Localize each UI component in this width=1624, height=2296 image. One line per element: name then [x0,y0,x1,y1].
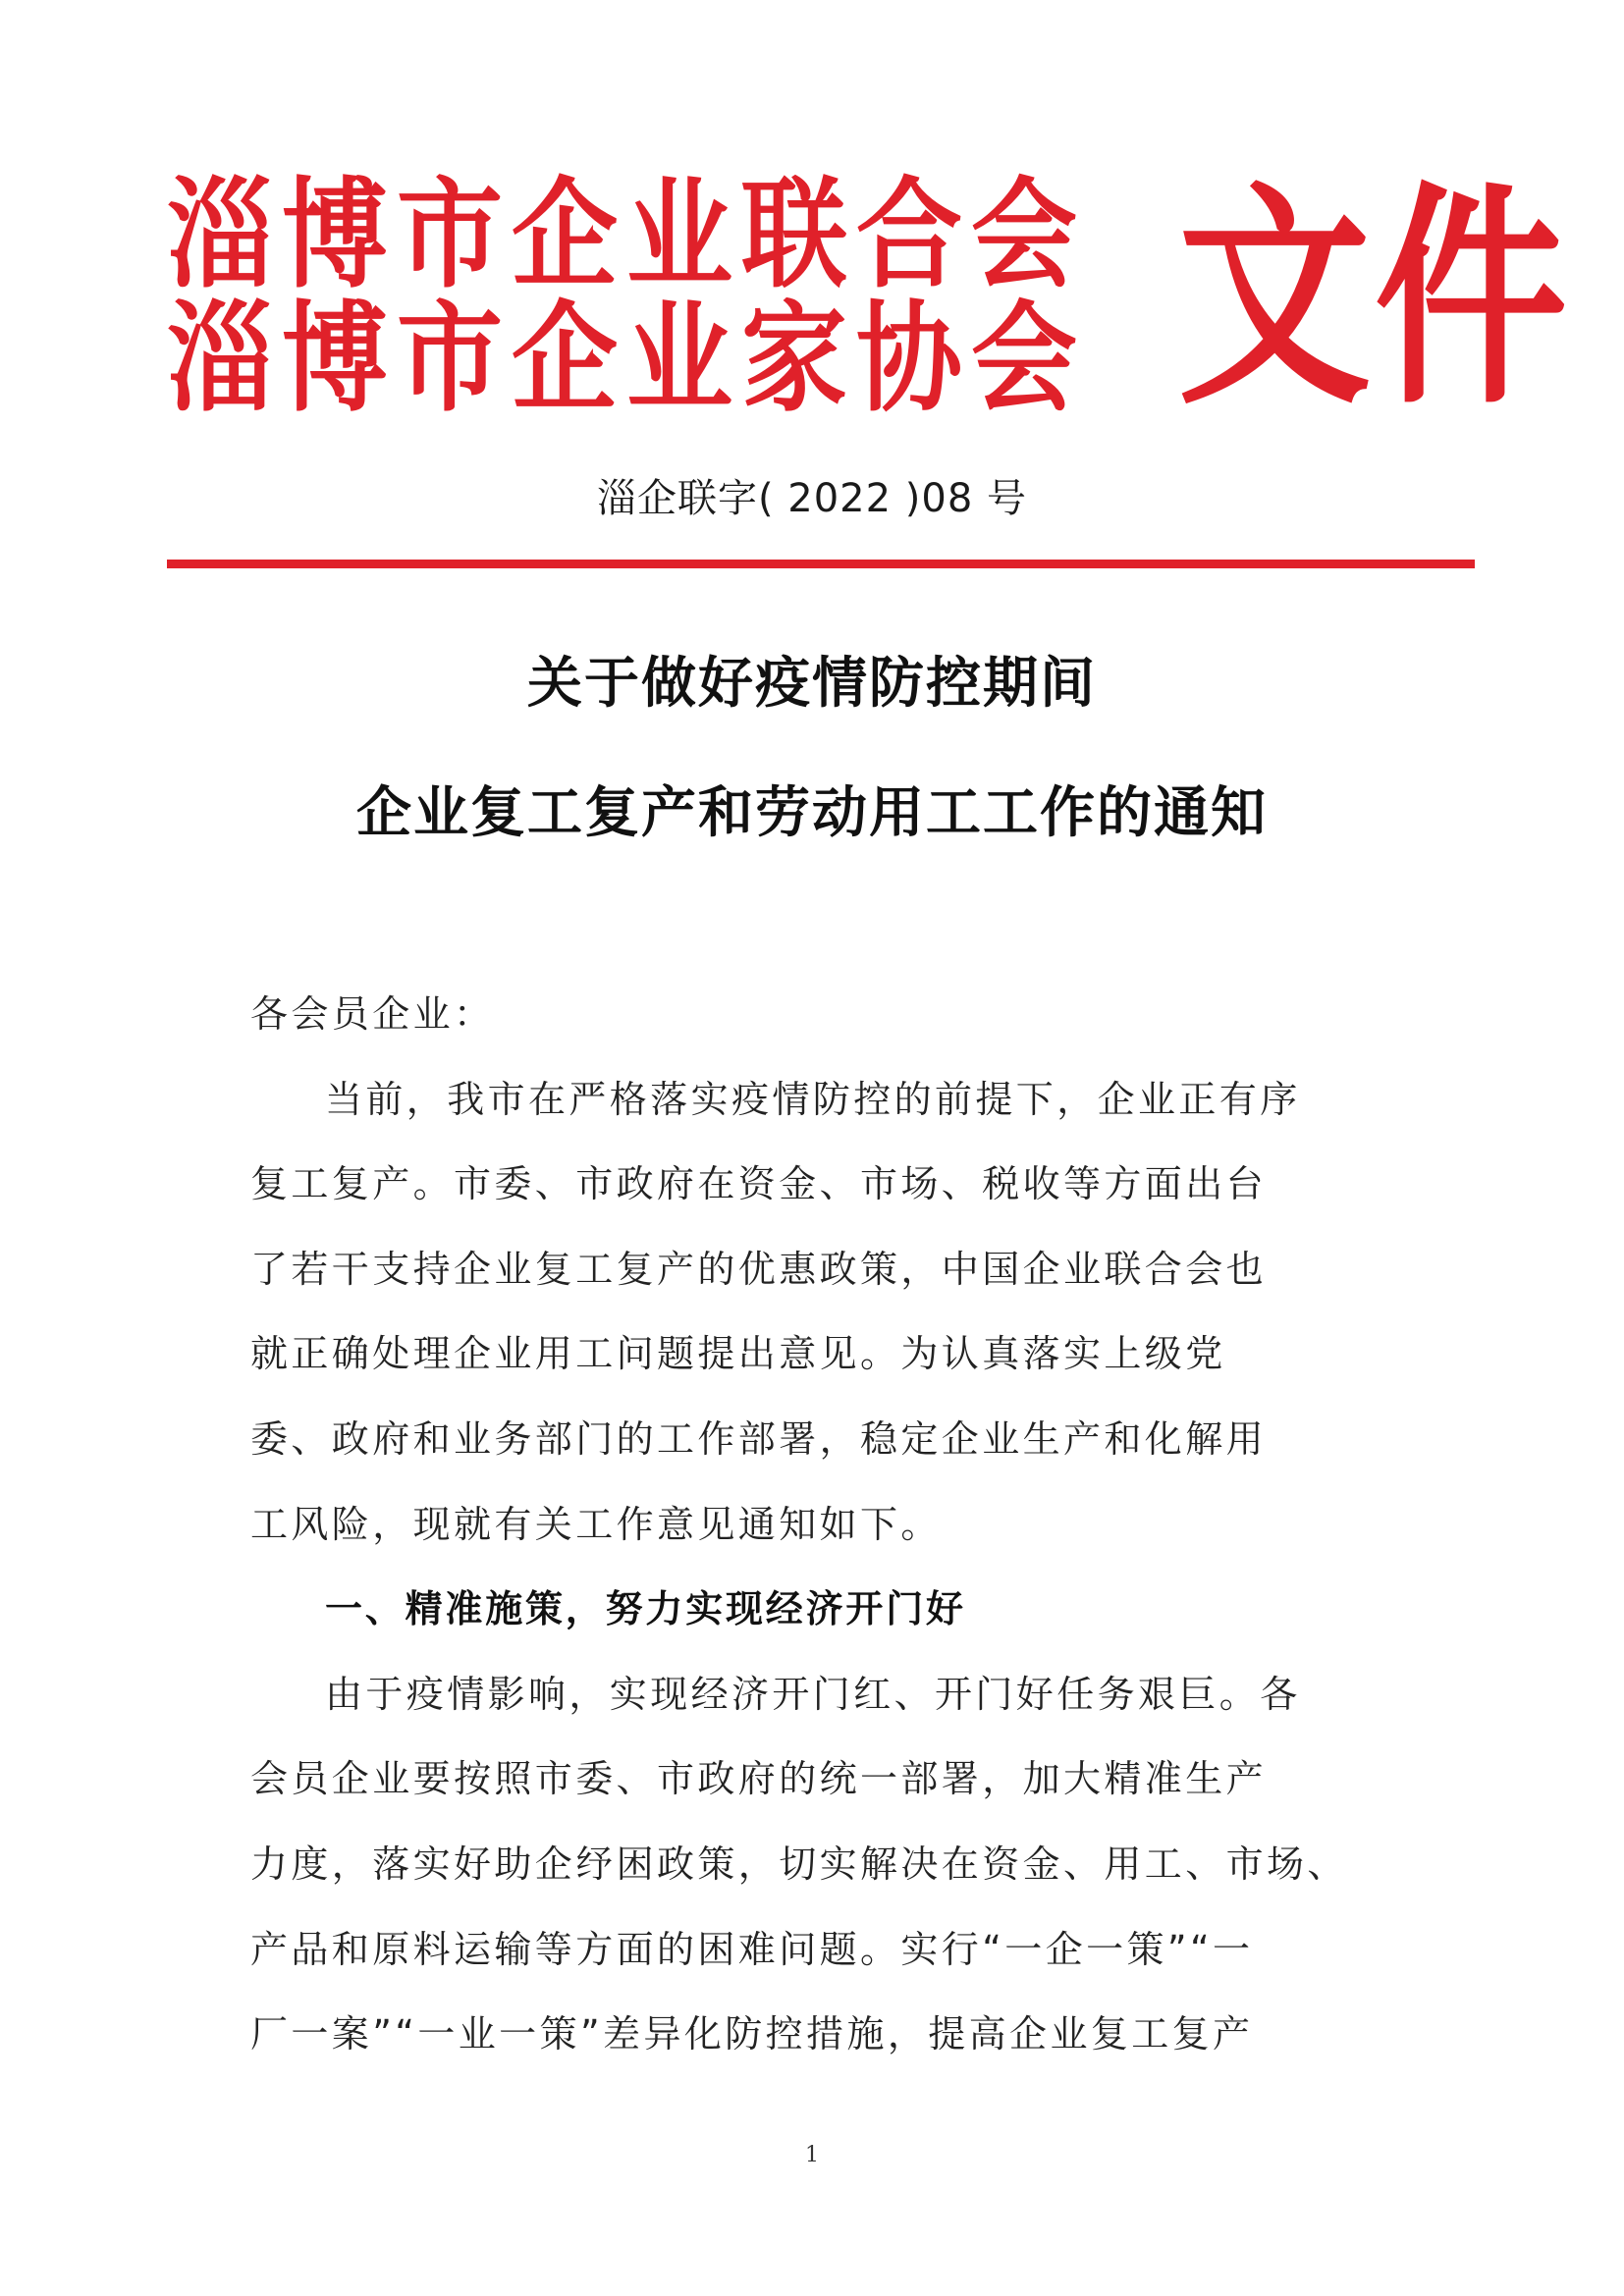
body-line: 力度，落实好助企纾困政策，切实解决在资金、用工、市场、 [250,1842,1348,1886]
masthead-org-line-2: 淄博市企业家协会 [167,290,1087,428]
body-line: 由于疫情影响，实现经济开门红、开门好任务艰巨。各 [325,1672,1301,1716]
body-line: 会员企业要按照市委、市政府的统一部署，加大精准生产 [250,1757,1268,1801]
document-number: 淄企联字( 2022 )08 号 [596,476,1028,521]
page-number: 1 [805,2143,819,2167]
notice-title-line-2: 企业复工复产和劳动用工工作的通知 [356,780,1268,845]
body-line: 了若干支持企业复工复产的优惠政策，中国企业联合会也 [250,1247,1268,1291]
notice-body [250,972,1384,2077]
body-line: 委、政府和业务部门的工作部署，稳定企业生产和化解用 [250,1416,1268,1461]
document-masthead [167,163,1572,437]
masthead-document-word: 文件 [1178,163,1572,437]
body-line: 厂一案”“一业一策”差异化防控措施，提高企业复工复产 [250,2012,1254,2056]
body-line: 复工复产。市委、市政府在资金、市场、税收等方面出台 [250,1162,1268,1206]
body-line: 当前，我市在严格落实疫情防控的前提下，企业正有序 [325,1077,1301,1121]
section-heading-1: 一、精准施策，努力实现经济开门好 [325,1587,966,1631]
body-line: 产品和原料运输等方面的困难问题。实行“一企一策”“一 [250,1927,1254,1971]
notice-title-line-1: 关于做好疫情防控期间 [527,651,1097,716]
red-divider-line [167,560,1475,568]
salutation: 各会员企业： [250,992,495,1036]
body-line: 工风险，现就有关工作意见通知如下。 [250,1502,942,1546]
masthead-org-line-1: 淄博市企业联合会 [167,166,1087,304]
body-line: 就正确处理企业用工问题提出意见。为认真落实上级党 [250,1332,1226,1376]
